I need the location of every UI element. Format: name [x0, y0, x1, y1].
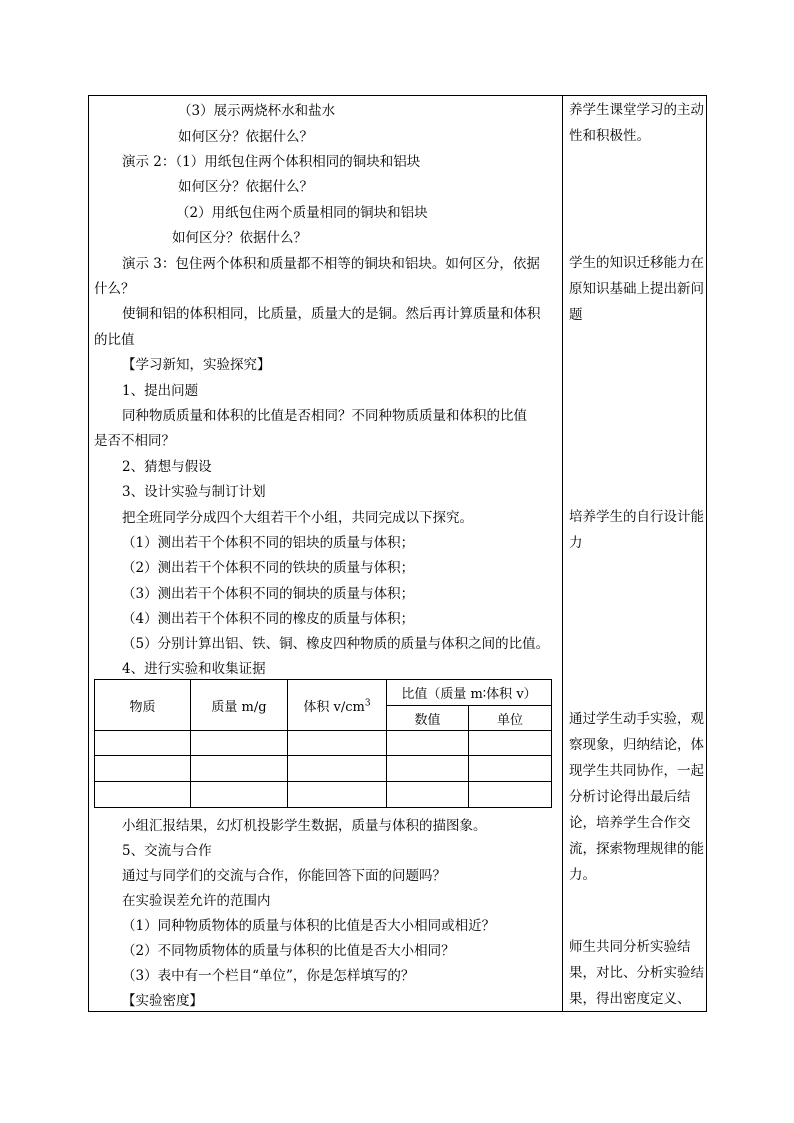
header-volume [288, 680, 387, 731]
header-mass: 质量 m/g [191, 680, 288, 731]
text-line: （1）测出若干个体积不同的铝块的质量与体积； [122, 535, 415, 551]
table-cell [288, 756, 387, 782]
header-substance: 物质 [95, 680, 191, 731]
table-cell [387, 756, 469, 782]
table-row [95, 782, 552, 808]
text-line: （2）用纸包住两个质量相同的铜块和铝块 [176, 205, 428, 221]
text-line: 1、提出问题 [122, 383, 199, 399]
text-line: （4）测出若干个体积不同的橡皮的质量与体积； [122, 611, 415, 627]
table-cell [469, 782, 552, 808]
text-line: 5、交流与合作 [122, 843, 212, 859]
section-heading: 【实验密度】 [122, 993, 203, 1009]
table-cell [95, 756, 191, 782]
text-line: 使铜和铝的体积相同，比质量，质量大的是铜。然后再计算质量和体积 [122, 306, 541, 322]
text-line: 通过与同学们的交流与合作，你能回答下面的问题吗？ [122, 868, 446, 884]
table-cell [469, 731, 552, 756]
table-cell [95, 731, 191, 756]
text-line: 如何区分？依据什么？ [172, 230, 307, 246]
teaching-note: 培养学生的自行设计能力 [569, 509, 704, 551]
text-line: 演示 2：（1）用纸包住两个体积相同的铜块和铝块 [122, 154, 421, 170]
text-line: （5）分别计算出铝、铁、铜、橡皮四种物质的质量与体积之间的比值。 [122, 636, 550, 652]
text-line: 在实验误差允许的范围内 [122, 893, 271, 909]
experiment-data-table [94, 679, 552, 808]
text-line: 把全班同学分成四个大组若干个小组，共同完成以下探究。 [122, 510, 473, 526]
table-row [95, 731, 552, 756]
text-line: 4、进行实验和收集证据 [122, 661, 266, 677]
table-cell [191, 756, 288, 782]
text-line: 的比值 [94, 332, 135, 348]
text-line: （2）不同物质物体的质量与体积的比值是否大小相同？ [122, 943, 455, 959]
text-line: 小组汇报结果，幻灯机投影学生数据，质量与体积的描图象。 [122, 818, 487, 834]
header-value: 数值 [387, 706, 469, 731]
table-cell [387, 782, 469, 808]
teaching-note: 通过学生动手实验，观察现象，归纳结论，体现学生共同协作，一起分析讨论得出最后结论，培养学生合作交流，探索物理规律的能力。 [569, 711, 704, 883]
text-line: （3）表中有一个栏目“单位”，你是怎样填写的？ [122, 968, 415, 984]
text-line: 演示 3：包住两个体积和质量都不相等的铜块和铝块。如何区分，依据 [122, 256, 540, 272]
table-cell [288, 782, 387, 808]
text-line: （3）测出若干个体积不同的铜块的质量与体积； [122, 586, 415, 602]
table-row [95, 756, 552, 782]
text-line: 3、设计实验与制订计划 [122, 484, 266, 500]
text-line: 如何区分？依据什么？ [178, 179, 313, 195]
header-volume-text: 体积 v/cm [303, 699, 365, 715]
text-line: 是否不相同？ [94, 433, 175, 449]
table-cell [191, 731, 288, 756]
text-line: （3）展示两烧杯水和盐水 [178, 103, 336, 119]
header-ratio: 比值（质量 m∶体积 v） [387, 680, 552, 706]
table-cell [288, 731, 387, 756]
text-line: 同种物质质量和体积的比值是否相同？不同种物质质量和体积的比值 [122, 408, 527, 424]
teaching-note: 师生共同分析实验结果，对比、分析实验结果，得出密度定义、 [569, 939, 704, 1007]
section-heading: 【学习新知，实验探究】 [122, 357, 271, 373]
text-line: 如何区分？依据什么？ [178, 129, 313, 145]
teaching-note: 养学生课堂学习的主动性和积极性。 [569, 102, 704, 144]
text-line: （2）测出若干个体积不同的铁块的质量与体积； [122, 560, 415, 576]
table-cell [387, 731, 469, 756]
column-divider [562, 95, 563, 1012]
text-line: 什么？ [94, 281, 135, 297]
text-line: （1）同种物质物体的质量与体积的比值是否大小相同或相近？ [122, 918, 496, 934]
text-line: 2、猜想与假设 [122, 459, 212, 475]
header-unit: 单位 [469, 706, 552, 731]
header-volume-exponent: 3 [364, 698, 371, 709]
table-cell [95, 782, 191, 808]
table-cell [191, 782, 288, 808]
teaching-note: 学生的知识迁移能力在原知识基础上提出新问题 [569, 255, 704, 323]
table-cell [469, 756, 552, 782]
